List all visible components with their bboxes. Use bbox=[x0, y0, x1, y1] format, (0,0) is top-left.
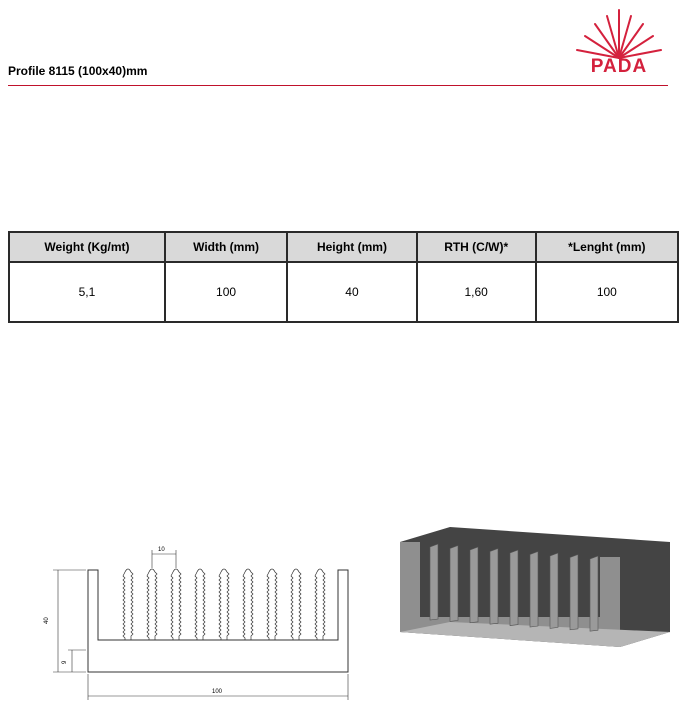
fins-group bbox=[123, 569, 325, 640]
specs-value-row bbox=[9, 262, 678, 322]
fin-6 bbox=[243, 569, 253, 640]
fin-3 bbox=[171, 569, 181, 640]
header-width: Width (mm) bbox=[165, 232, 287, 262]
dim-width: 100 bbox=[212, 689, 223, 695]
fin-1 bbox=[123, 569, 133, 640]
value-length: 100 bbox=[536, 262, 678, 322]
fin-4 bbox=[195, 569, 205, 640]
header-rth: RTH (C/W)* bbox=[417, 232, 536, 262]
render-fin-4 bbox=[490, 549, 498, 625]
profile-outline bbox=[88, 570, 348, 672]
sunburst-icon bbox=[567, 8, 671, 60]
fin-8 bbox=[291, 569, 301, 640]
render-fin-2 bbox=[450, 546, 458, 622]
fin-5 bbox=[219, 569, 229, 640]
value-width: 100 bbox=[165, 262, 287, 322]
specs-header-row bbox=[9, 232, 678, 262]
render-fin-3 bbox=[470, 547, 478, 623]
page-title: Profile 8115 (100x40)mm bbox=[8, 64, 148, 78]
render-fin-8 bbox=[570, 555, 578, 630]
render-fin-9 bbox=[590, 556, 598, 631]
dim-height: 40 bbox=[44, 617, 50, 624]
value-height: 40 bbox=[287, 262, 416, 322]
dim-fin-pitch: 10 bbox=[158, 547, 165, 553]
render-fin-7 bbox=[550, 553, 558, 628]
specs-table bbox=[8, 231, 679, 323]
header-weight: Weight (Kg/mt) bbox=[9, 232, 165, 262]
render-fins-group bbox=[430, 544, 598, 631]
profile-3d-render bbox=[390, 522, 675, 657]
fin-9 bbox=[315, 569, 325, 640]
header-height: Height (mm) bbox=[287, 232, 416, 262]
pada-logo bbox=[567, 8, 671, 78]
render-fin-5 bbox=[510, 550, 518, 626]
fin-2 bbox=[147, 569, 157, 640]
render-fin-6 bbox=[530, 552, 538, 628]
render-fin-1 bbox=[430, 544, 438, 620]
fin-7 bbox=[267, 569, 277, 640]
value-weight: 5,1 bbox=[9, 262, 165, 322]
profile-drawing bbox=[38, 540, 358, 705]
header-divider bbox=[8, 85, 668, 86]
logo-wordmark: PADA bbox=[590, 56, 648, 77]
value-rth: 1,60 bbox=[417, 262, 536, 322]
dim-base: 9 bbox=[62, 660, 68, 664]
header-length: *Lenght (mm) bbox=[536, 232, 678, 262]
